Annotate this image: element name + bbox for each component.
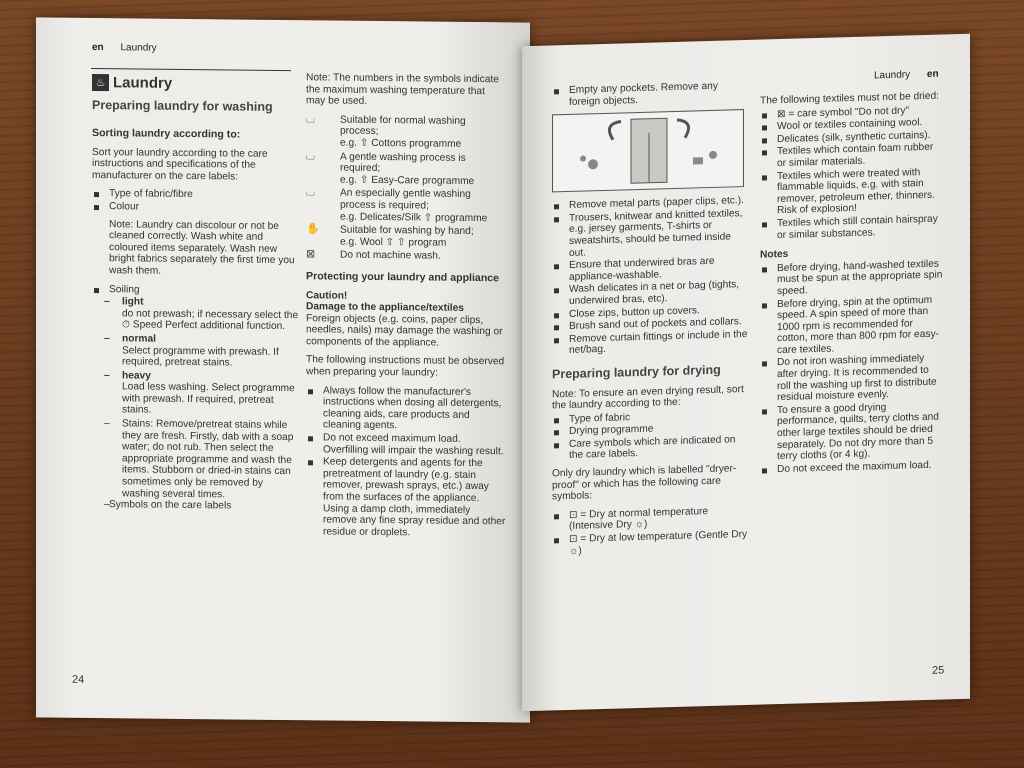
not-dried-intro: The following textiles must not be dried: [760,90,939,107]
right-column-1 [552,80,748,564]
trousers-illustration [552,109,744,192]
normal-label: – normal [92,333,302,347]
stains-text: – Stains: Remove/pretreat stains while they are fresh. Firstly, dab with a soap water; do not rub. Then select the appropriate programme and wash the items. Stubborn or dried-in stains can sometimes only be removed by washing several times. [92,418,302,501]
sorting-list [92,188,302,214]
list-item: Care symbols which are indicated on the care labels. [552,434,748,463]
symbol-text: Do not machine wash. [340,249,441,262]
symbol-text: An especially gentle washing process is required; [340,187,471,212]
header-right [874,69,939,82]
right-column-2 [760,90,944,482]
list-item: Remove metal parts (paper clips, etc.). [552,195,748,212]
dry-symbol-list [552,505,748,558]
wash-tub-icon: ⌴ [306,113,315,126]
list-item: Type of fabric [552,409,748,426]
care-symbol-row [306,188,506,225]
list-item: ⊡ = Dry at normal temperature (Intensive Dry ☼) [552,505,748,534]
normal-text: Select programme with prewash. If required, pretreat stains. [122,344,279,369]
prep-list [552,195,748,357]
list-item: ⊠ = care symbol "Do not dry" [760,104,944,121]
page-number-left: 24 [72,673,85,686]
page-number-right: 25 [932,664,945,677]
list-item: Do not iron washing immediately after drying. It is recommended to roll the washing up first to distribute residual moisture evenly. [760,353,944,405]
header-lang: en [926,68,939,80]
right-page [522,34,970,712]
wash-tub-delicate-icon: ⌴ [306,186,315,199]
drying-heading: Preparing laundry for drying [552,362,721,382]
sorting-intro: Sort your laundry according to the care instructions and specifications of the manufacturer on the care labels: [92,146,268,183]
notes-heading: Notes [760,248,789,261]
header-title: Laundry [120,42,157,54]
list-item: Textiles which were treated with flammable liquids, e.g. with stain remover, petroleum ether, thinners. Risk of explosion! [760,166,944,218]
left-column-1 [92,120,302,513]
symbol-example: e.g. ⇧ Cottons programme [340,137,462,150]
light-text: do not prewash; if necessary select the ⏱ Speed Perfect additional function. [122,308,299,333]
symbol-text: Suitable for washing by hand; [340,224,474,238]
protect-heading: Protecting your laundry and appliance [306,270,500,285]
symbol-example: e.g. Delicates/Silk ⇧ programme [340,211,488,224]
title-rule [91,68,291,71]
symbol-example: e.g. Wool ⇧ ⇧ program [340,236,447,249]
care-symbol-row [306,114,506,151]
subtitle: Preparing laundry for washing [92,97,273,114]
not-dried-list [760,104,944,242]
list-item: Wool or textiles containing wool. [760,117,944,134]
follow-intro: The following instructions must be observed when preparing your laundry: [306,354,505,379]
list-item: Delicates (silk, synthetic curtains). [760,129,944,146]
list-item: Ensure that underwired bras are appliance-washable. [552,255,748,284]
dryer-proof-text: Only dry laundry which is labelled "dryer-proof" or which has the following care symbols: [552,463,737,503]
list-item: Soiling [92,284,302,298]
list-item: Brush sand out of pockets and collars. [552,316,748,333]
care-symbol-row [306,224,506,249]
list-item: Empty any pockets. Remove any foreign objects. [552,80,748,109]
list-item: Always follow the manufacturer's instructions when dosing all detergents, cleaning aids, care products and cleaning agents. [306,385,506,433]
laundry-icon: ♨ [92,74,109,91]
list-item: Before drying, hand-washed textiles must be spun at the appropriate spin speed. [760,258,944,298]
list-item: Before drying, spin at the optimum speed. A spin speed of more than 1000 rpm is recommended for cotton, more than 800 rpm for easy-care textiles. [760,294,944,357]
left-page [36,17,530,722]
care-symbol-row [306,151,506,188]
heavy-label: – heavy [92,370,302,384]
soiling-list [92,284,302,298]
heavy-text: Load less washing. Select programme with prewash. If required, pretreat stains. [122,381,295,417]
list-item: Do not exceed maximum load. Overfilling will impair the washing result. [306,432,506,457]
trousers-pockets-icon [553,110,743,191]
hand-wash-icon: ✋ [306,223,320,236]
drying-note: Note: To ensure an even drying result, sort the laundry according to the: [552,383,744,412]
list-item: Wash delicates in a net or bag (tights, underwired bras, etc). [552,279,748,308]
section-title-row [92,74,172,92]
drying-list [552,409,748,463]
symbols-text: – Symbols on the care labels [92,499,302,513]
list-item: Textiles which contain foam rubber or similar materials. [760,142,944,170]
pockets-list [552,80,748,109]
header-left [92,42,157,54]
light-label: – light [92,296,302,310]
list-item: Keep detergents and agents for the pretreatment of laundry (e.g. stain remover, prewash sprays, etc.) away from the surfaces of the appliance. Using a damp cloth, immediately remove any fine spray residue and other residue or droplets. [306,456,506,539]
caution-label: Caution! [306,289,348,302]
list-item: Drying programme [552,421,748,438]
list-item: ⊡ = Dry at low temperature (Gentle Dry ☼) [552,529,748,558]
do-not-wash-icon: ⊠ [306,248,316,261]
damage-text: Foreign objects (e.g. coins, paper clips, needles, nails) may damage the washing or components of the appliance. [306,312,503,349]
list-item: Colour [92,201,302,215]
list-item: To ensure a good drying performance, quilts, terry cloths and other large textiles should be dried separately. Do not dry more than 5 terry cloths (or 4 kg). [760,400,944,463]
numbers-note: Note: The numbers in the symbols indicate the maximum washing temperature that may be used. [306,72,499,108]
list-item: Trousers, knitwear and knitted textiles, e.g. jersey garments, T-shirts or sweatshirts, should be turned inside out. [552,208,748,260]
symbol-example: e.g. ⇧ Easy-Care programme [340,174,475,187]
colour-note: Note: Laundry can discolour or not be cleaned correctly. Wash white and coloured items separately. Wash new bright fabrics separately the first time you wash them. [109,218,295,277]
damage-label: Damage to the appliance/textiles [306,301,464,314]
section-title: Laundry [113,74,173,92]
care-symbol-row [306,250,506,264]
list-item: Type of fabric/fibre [92,188,302,202]
list-item: Do not exceed the maximum load. [760,459,944,476]
list-item: Close zips, button up covers. [552,303,748,320]
instructions-list [306,385,506,540]
sorting-heading: Sorting laundry according to: [92,126,241,141]
header-title: Laundry [874,69,911,82]
notes-list [760,258,944,476]
list-item: Textiles which still contain hairspray or similar substances. [760,213,944,241]
wash-tub-gentle-icon: ⌴ [306,149,315,162]
left-column-2 [306,72,506,545]
symbol-text: Suitable for normal washing process; [340,114,466,138]
symbol-text: A gentle washing process is required; [340,151,466,175]
header-lang: en [92,41,104,54]
list-item: Remove curtain fittings or include in the net/bag. [552,329,748,358]
